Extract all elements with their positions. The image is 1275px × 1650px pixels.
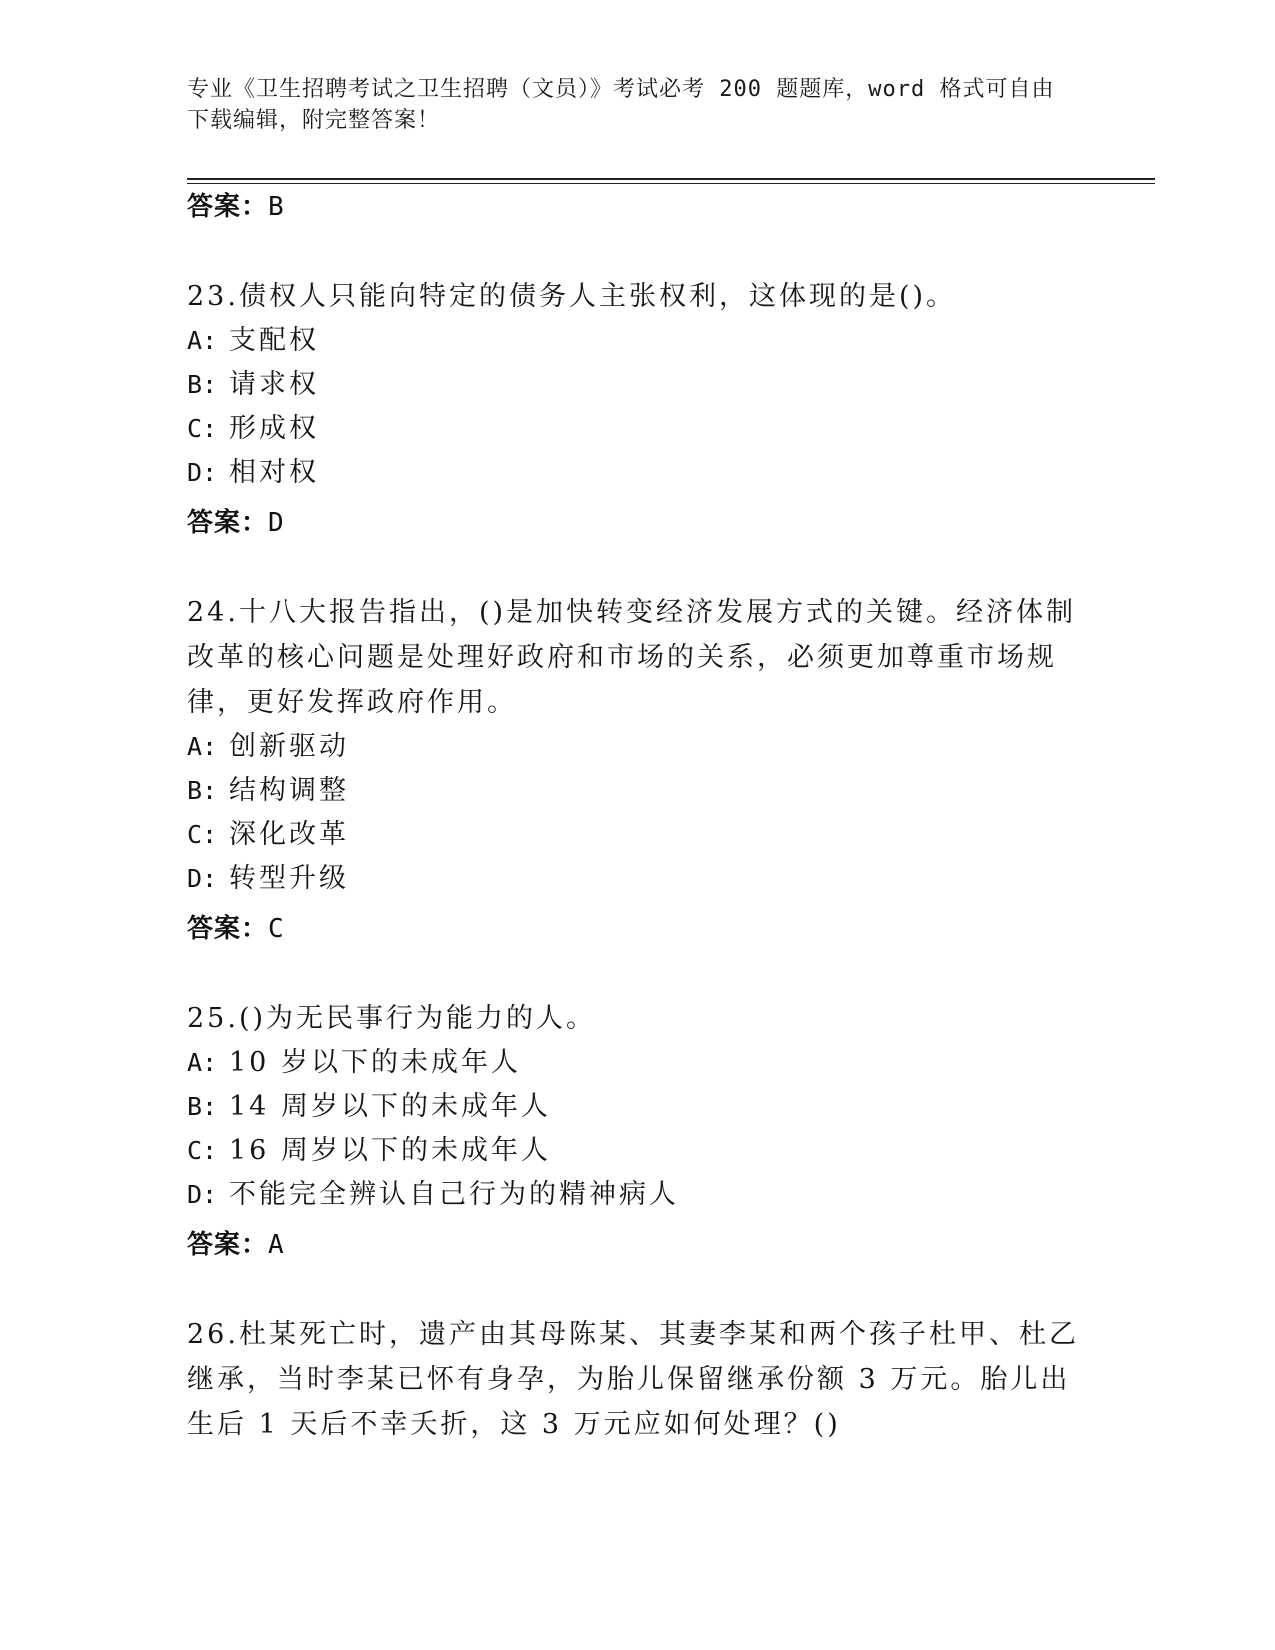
answer-value: D [268, 508, 285, 538]
answer-prefix: 答案： [187, 192, 269, 222]
question-25-answer [187, 1224, 285, 1261]
header-divider [187, 178, 1155, 184]
question-23-option-c [187, 406, 319, 451]
question-26-text: 26.杜某死亡时，遗产由其母陈某、其妻李某和两个孩子杜甲、杜乙继承，当时李某已怀有身孕，为胎儿保留继承份额 3 万元。胎儿出生后 1 天后不幸夭折，这 3 万元应如何处理？() [187, 1319, 1079, 1440]
option-letter: D: [187, 1180, 218, 1209]
option-letter: B: [187, 776, 218, 805]
option-letter: C: [187, 414, 218, 443]
option-text: 深化改革 [229, 819, 349, 850]
option-text: 14 周岁以下的未成年人 [229, 1091, 551, 1122]
option-letter: A: [187, 732, 218, 761]
question-23-answer [187, 502, 285, 539]
document-header-title: 专业《卫生招聘考试之卫生招聘（文员）》考试必考 200 题题库，word 格式可自由下载编辑，附完整答案！ [187, 77, 1055, 133]
question-25-option-b [187, 1084, 551, 1129]
question-23-text: 23.债权人只能向特定的债务人主张权利，这体现的是()。 [187, 281, 957, 312]
question-24-option-d [187, 856, 349, 901]
answer-value: C [268, 914, 285, 944]
option-letter: D: [187, 458, 218, 487]
question-24-option-b [187, 768, 349, 813]
question-23-option-a [187, 318, 319, 363]
option-text: 支配权 [229, 325, 319, 356]
answer-value: B [268, 192, 285, 222]
option-letter: C: [187, 1136, 218, 1165]
option-text: 形成权 [229, 413, 319, 444]
question-23-option-d [187, 450, 319, 495]
option-text: 相对权 [229, 457, 319, 488]
option-text: 转型升级 [229, 863, 349, 894]
answer-prefix: 答案： [187, 508, 269, 538]
question-24-answer [187, 908, 285, 945]
question-25-option-c [187, 1128, 551, 1173]
question-24-text: 24.十八大报告指出，()是加快转变经济发展方式的关键。经济体制改革的核心问题是处理好政府和市场的关系，必须更加尊重市场规律，更好发挥政府作用。 [187, 597, 1077, 718]
question-24-option-c [187, 812, 349, 857]
answer-prefix: 答案： [187, 914, 269, 944]
option-text: 请求权 [229, 369, 319, 400]
option-text: 结构调整 [229, 775, 349, 806]
option-letter: A: [187, 326, 218, 355]
option-text: 10 岁以下的未成年人 [229, 1047, 521, 1078]
option-text: 16 周岁以下的未成年人 [229, 1135, 551, 1166]
question-23-option-b [187, 362, 319, 407]
option-text: 不能完全辨认自己行为的精神病人 [229, 1179, 679, 1210]
question-25-option-a [187, 1040, 521, 1085]
answer-line-22 [187, 186, 285, 223]
question-25-text: 25.()为无民事行为能力的人。 [187, 1003, 597, 1034]
option-letter: B: [187, 370, 218, 399]
answer-prefix: 答案： [187, 1230, 269, 1260]
question-25-option-d [187, 1172, 679, 1217]
option-letter: A: [187, 1048, 218, 1077]
answer-value: A [268, 1230, 285, 1260]
option-letter: B: [187, 1092, 218, 1121]
question-24-option-a [187, 724, 349, 769]
option-letter: C: [187, 820, 218, 849]
option-letter: D: [187, 864, 218, 893]
option-text: 创新驱动 [229, 731, 349, 762]
